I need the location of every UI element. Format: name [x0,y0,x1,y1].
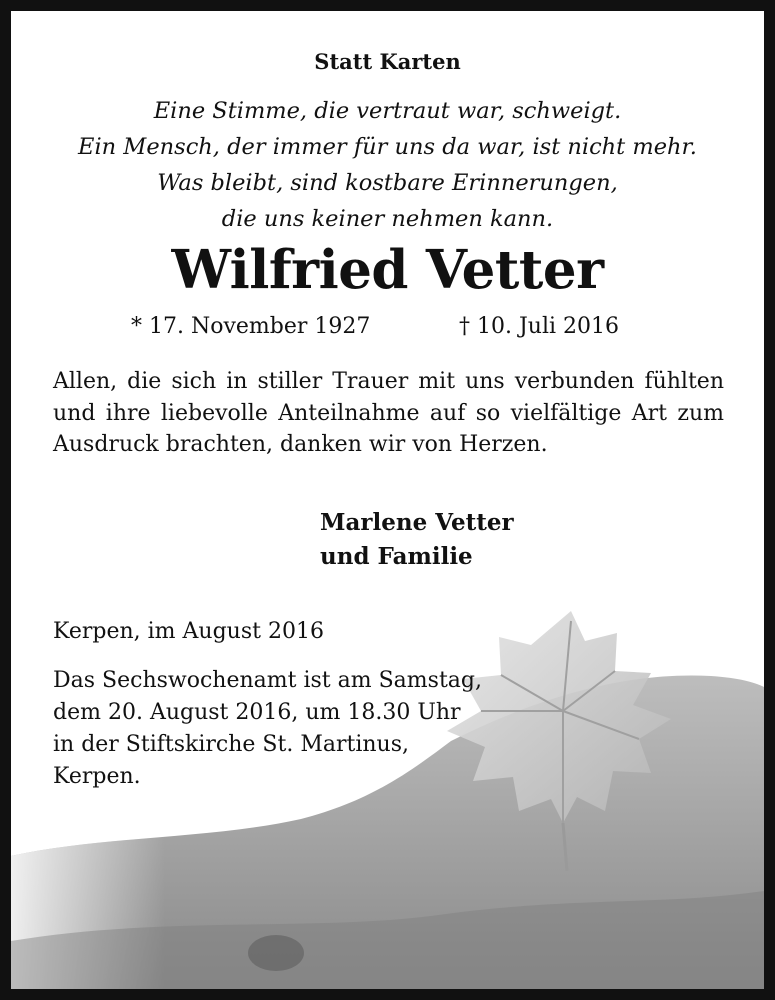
death-date: † 10. Juli 2016 [459,314,620,339]
poem [11,93,764,237]
signature [320,506,514,574]
poem-line: die uns keiner nehmen kann. [221,206,554,232]
service-line: in der Stiftskirche St. Martinus, [53,732,409,757]
birth-date: * 17. November 1927 [131,314,371,339]
signature-line: und Familie [320,543,473,570]
thanks-line: und ihre liebevolle Anteilnahme auf so vielfältige Art zum [53,400,724,426]
service-line: Kerpen. [53,764,141,789]
deceased-name: Wilfried Vetter [171,239,604,301]
service-announcement [53,665,482,793]
place-and-date: Kerpen, im August 2016 [53,619,324,644]
poem-line: Was bleibt, sind kostbare Erinnerungen, [157,170,618,196]
heading-statt-karten: Statt Karten [314,49,461,74]
thank-you-text [53,366,724,461]
service-line: dem 20. August 2016, um 18.30 Uhr [53,700,461,725]
service-line: Das Sechswochenamt ist am Samstag, [53,668,482,693]
poem-line: Eine Stimme, die vertraut war, schweigt. [153,98,622,124]
thanks-line: Ausdruck brachten, danken wir von Herzen. [53,432,548,457]
thanks-line: Allen, die sich in stiller Trauer mit uns verbunden fühlten [53,369,724,394]
signature-line: Marlene Vetter [320,509,514,536]
poem-line: Ein Mensch, der immer für uns da war, ist nicht mehr. [78,134,697,160]
